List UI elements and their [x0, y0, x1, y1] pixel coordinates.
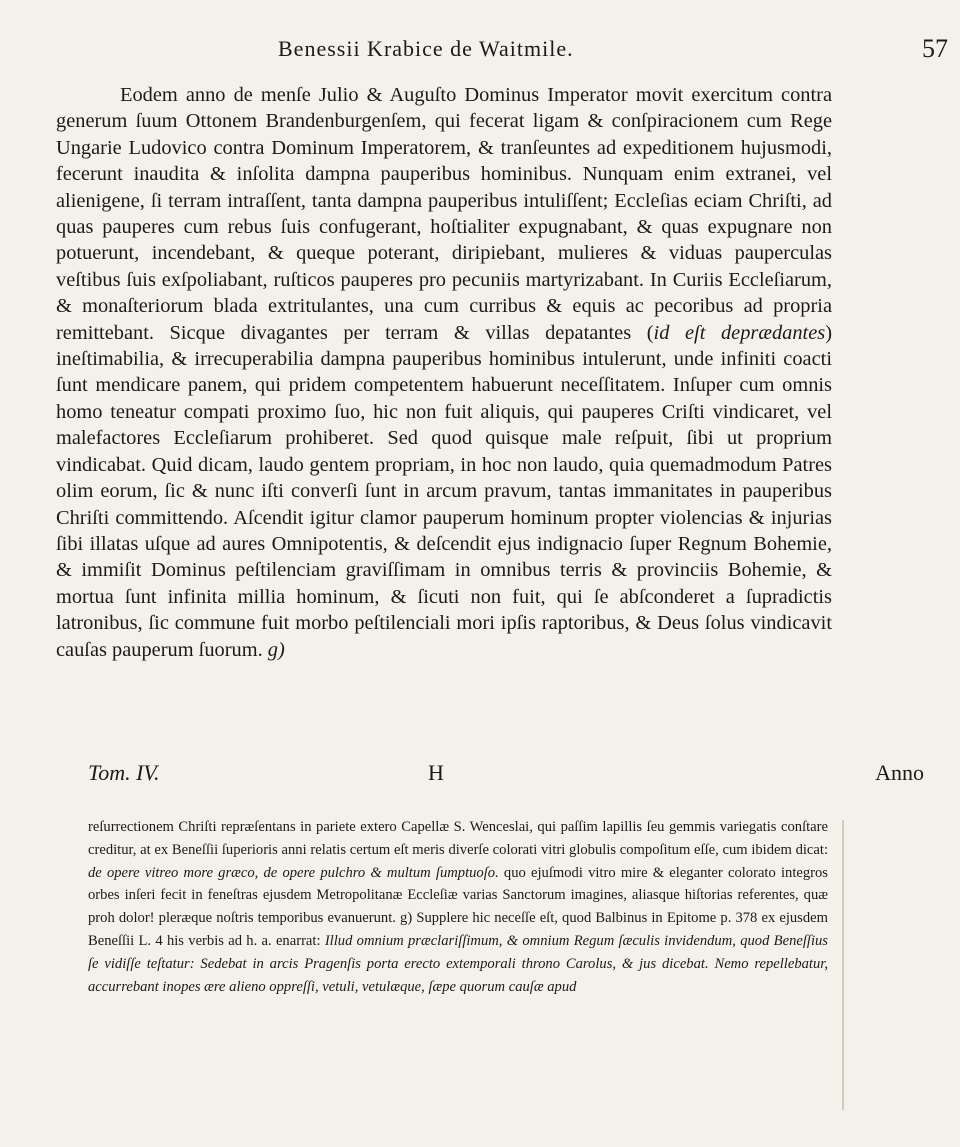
footnote-text-3: apud	[543, 978, 577, 995]
footnote-text-1: reſurrectionem Chriſti repræſentans in pariete extero Capellæ S. Wenceslai, qui paſſim lapillis ſeu gemmis variegatis conſtare creditur, at ex Beneſſii ſuperioris anni relatis certum eſt meris diverſe colorati vitri globulis compoſitum eſſe, cum ibidem dicat:	[88, 819, 828, 858]
footnote-italic-2: Illud omnium præclariſſimum, & omnium Regum ſæculis invidendum, quod Beneſſius ſe vidiſſe teſtatur: Sedebat in arcis Pragenſis porta erecto extemporali throno Carolus, & jus dicebat. Nemo repellebatur, accurrebant inopes ære alieno oppreſſi, vetuli, vetulæque, ſæpe quorum cauſæ	[88, 932, 828, 995]
main-paragraph	[56, 82, 832, 663]
volume-signature: Tom. IV.	[88, 760, 160, 785]
footnote-paragraph	[88, 816, 828, 998]
page-edge-line	[842, 820, 844, 1110]
footnote-italic-1: de opere vitreo more græco, de opere pulchro & multum ſumptuoſo.	[88, 864, 499, 881]
page-number: 57	[922, 34, 948, 63]
paragraph-italic-gloss: id eſt deprædantes	[653, 321, 826, 344]
footnote-text-2: quo ejuſmodi vitro mire & eleganter colorato integros orbes inſeri fecit in feneſtras ejusdem Metropolitanæ Eccleſiæ varias Sanctorum imagines, aliasque hiſtorias referentes, quæ proh dolor! pleræque noſtris temporibus evanuerunt. g) Supplere hic neceſſe eſt, quod Balbinus in Epitome p. 378 ex ejusdem Beneſſii L. 4 his verbis ad h. a. enarrat:	[88, 864, 828, 949]
page-header	[0, 36, 960, 70]
footnotes	[88, 816, 828, 998]
paragraph-text-part-1: Eodem anno de menſe Julio & Auguſto Dominus Imperator movit exercitum contra generum ſuum Ottonem Brandenburgenſem, qui fecerat ligam & conſpiracionem cum Rege Ungarie Ludovico contra Dominum Imperatorem, & tranſeuntes ad expeditionem hujusmodi, fecerunt inaudita & inſolita dampna pauperibus hominibus. Nunquam enim extranei, vel alienigene, ſi terram intraſſent, tanta dampna pauperibus intuliſſent; Eccleſias eciam Chriſti, ad quas pauperes cum rebus ſuis confugerant, hoſtialiter expugnabant, & quas expugnare non potuerunt, incendebant, & queque poterant, diripiebant, mulieres & viduas pauperculas veſtibus ſuis exſpoliabant, ruſticos pauperes pro pecuniis martyrizabant. In Curiis Eccleſiarum, & monaſteriorum blada extritulantes, una cum curribus & equis ac pecoribus ad propria remittebant. Sicque divagantes per terram & villas depatantes (	[56, 84, 832, 344]
catchline	[0, 760, 960, 790]
catchword: Anno	[875, 760, 924, 785]
gathering-signature: H	[428, 760, 444, 785]
main-text	[56, 82, 832, 663]
paragraph-text-part-2: ) ineſtimabilia, & irrecuperabilia dampna pauperibus hominibus intulerunt, unde infiniti coacti ſunt mendicare panem, qui pridem competentem habuerunt neceſſitatem. Inſuper cum omnis homo teneatur compati proximo ſuo, hic non fuit aliquis, qui pauperes Criſti vindicaret, vel malefactores Eccleſiarum prohiberet. Sed quod quisque male reſpuit, ſibi ut proprium vindicabat. Quid dicam, laudo gentem propriam, in hoc non laudo, quia quemadmodum Patres olim eorum, ſic & nunc iſti converſi ſunt in arcum pravum, tantas immanitates in pauperibus Chriſti committendo. Aſcendit igitur clamor pauperum hominum propter violencias & injurias ſibi illatas uſque ad aures Omnipotentis, & deſcendit ejus indignacio ſuper Regnum Bohemie, & immiſit Dominus peſtilenciam graviſſimam in omnibus terris & provinciis Bohemie, & mortua ſunt infinita millia hominum, & ſicuti non fuit, qui ſe abſconderet a ſupradictis latronibus, ſic commune fuit morbo peſtilenciali mori ipſis raptoribus, & Deus ſolus vindicavit cauſas pauperum ſuorum.	[56, 321, 832, 661]
running-head: Benessii Krabice de Waitmile.	[278, 36, 574, 61]
footnote-marker: g)	[262, 638, 285, 661]
